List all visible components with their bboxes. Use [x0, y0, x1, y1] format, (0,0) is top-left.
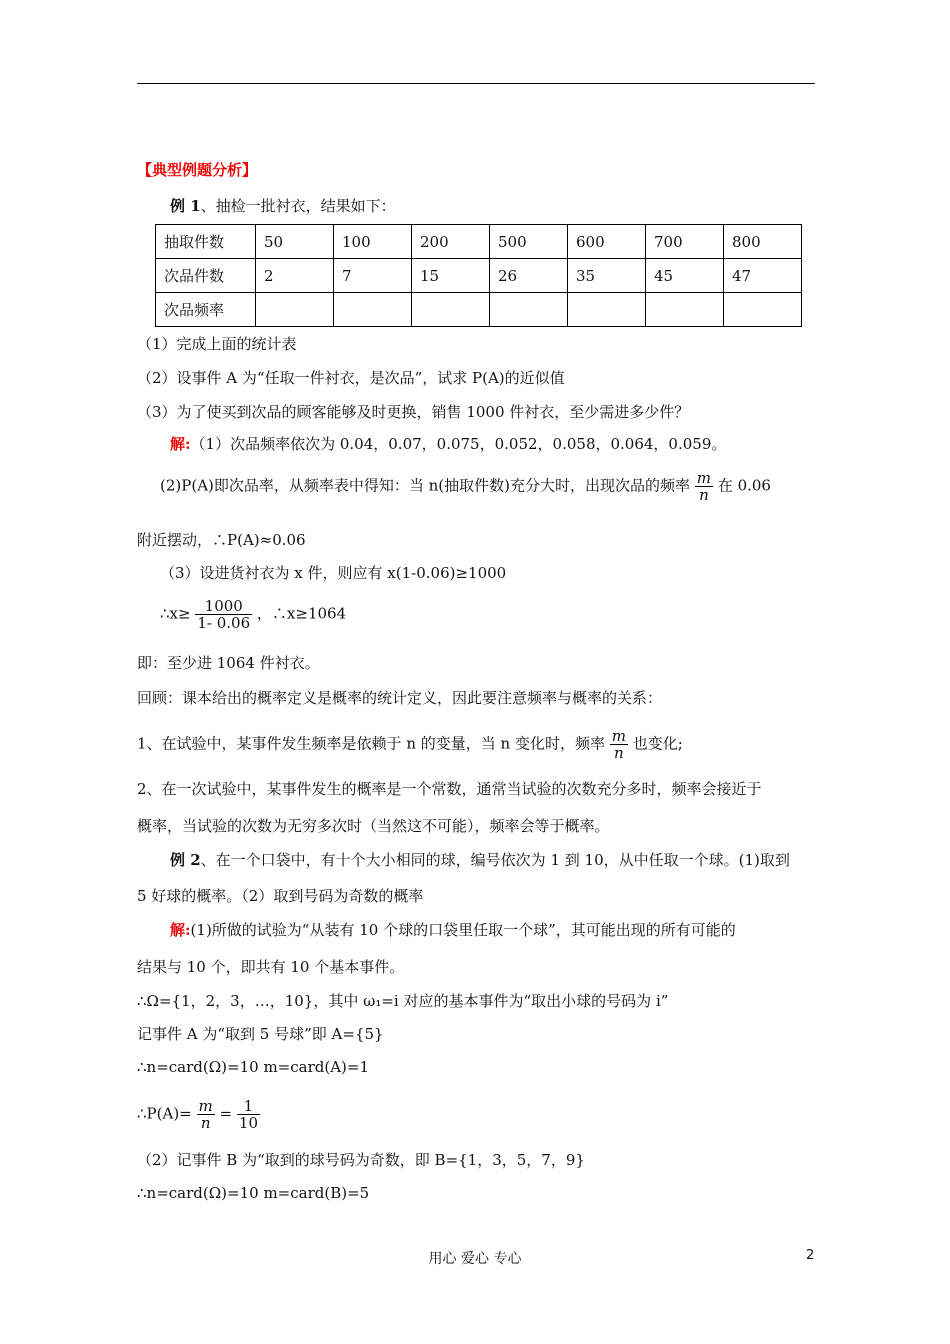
solution-label: 解:: [170, 921, 191, 939]
fraction-denominator: 10: [238, 1114, 258, 1132]
table-cell: 7: [334, 259, 412, 293]
table-cell: 600: [568, 225, 646, 259]
solution-2: [160, 470, 771, 503]
event-a: 记事件 A 为“取到 5 号球”即 A={5}: [137, 1025, 384, 1043]
fraction-numerator: m: [696, 469, 712, 487]
header-rule: [137, 83, 815, 84]
solution-label: 解:: [170, 435, 191, 453]
page-number: 2: [806, 1248, 815, 1263]
question-2: （2）设事件 A 为“任取一件衬衣，是次品”，试求 P(A)的近似值: [137, 369, 565, 387]
table-cell: 500: [490, 225, 568, 259]
review: 回顾：课本给出的概率定义是概率的统计定义，因此要注意频率与概率的关系：: [137, 689, 663, 707]
review-point-2: 2、在一次试验中，某事件发生的概率是一个常数，通常当试验的次数充分多时，频率会接近于: [137, 780, 762, 798]
table-cell: 47: [724, 259, 802, 293]
solution-3-inequality: [160, 598, 346, 631]
example-2-solution: [170, 920, 736, 940]
inequality-suffix: ，∴x≥1064: [256, 604, 347, 623]
fraction-1000: [195, 598, 252, 631]
fraction-numerator: m: [611, 727, 626, 745]
question-1: （1）完成上面的统计表: [137, 335, 297, 353]
event-b: （2）记事件 B 为“取到的球号码为奇数，即 B={1，3，5，7，9}: [137, 1151, 585, 1169]
table-cell: [646, 293, 724, 327]
table-cell: 100: [334, 225, 412, 259]
probability-a: [137, 1098, 260, 1131]
fraction-denominator: n: [200, 1114, 211, 1132]
fraction-1-over-10: [237, 1098, 260, 1131]
example-2-text-cont: 5 好球的概率。（2）取到号码为奇数的概率: [137, 887, 424, 905]
event-b-counts: ∴n=card(Ω)=10 m=card(B)=5: [137, 1184, 370, 1202]
probability-a-prefix: ∴P(A)=: [137, 1104, 192, 1123]
table-cell: [334, 293, 412, 327]
fraction-m-over-n: [197, 1098, 215, 1131]
page-footer: 用心 爱心 专心: [428, 1251, 522, 1267]
row-header: 抽取件数: [156, 225, 256, 259]
solution-1-text: （1）次品频率依次为 0.04，0.07，0.075，0.052，0.058，0.064，0.059。: [190, 435, 727, 453]
review-point-1-tail: 也变化;: [632, 734, 683, 753]
example-2-label: 例 2: [170, 851, 201, 869]
solution-1: [170, 434, 726, 454]
table-row: [156, 293, 802, 327]
example-2-text: 、在一个口袋中，有十个大小相同的球，编号依次为 1 到 10，从中任取一个球。(1)取到: [200, 851, 790, 869]
solution-2-text: (2)P(A)即次品率，从频率表中得知：当 n(抽取件数)充分大时，出现次品的频率: [160, 476, 691, 495]
example-2-title: [170, 850, 790, 870]
event-a-counts: ∴n=card(Ω)=10 m=card(A)=1: [137, 1058, 370, 1076]
fraction-m-over-n: [695, 470, 713, 503]
table-cell: [724, 293, 802, 327]
table-row: [156, 259, 802, 293]
review-point-2-cont: 概率，当试验的次数为无穷多次时（当然这不可能），频率会等于概率。: [137, 817, 610, 835]
solution-2-conclusion: 附近摆动，∴P(A)≈0.06: [137, 531, 306, 549]
question-3: （3）为了使买到次品的顾客能够及时更换，销售 1000 件衬衣，至少需进多少件？: [137, 403, 690, 421]
row-header: 次品件数: [156, 259, 256, 293]
review-point-1-text: 1、在试验中，某事件发生频率是依赖于 n 的变量，当 n 变化时，频率: [137, 734, 605, 753]
example-2-solution-cont: 结果与 10 个，即共有 10 个基本事件。: [137, 958, 405, 976]
fraction-m-over-n: [610, 728, 628, 761]
section-heading: 【典型例题分析】: [137, 161, 258, 179]
table-cell: [568, 293, 646, 327]
table-row: [156, 225, 802, 259]
table-cell: 800: [724, 225, 802, 259]
example-1-label: 例 1: [170, 197, 201, 215]
table-cell: 45: [646, 259, 724, 293]
fraction-numerator: m: [198, 1097, 213, 1115]
solution-2-tail: 在 0.06: [717, 476, 771, 495]
table-cell: 35: [568, 259, 646, 293]
fraction-denominator: 1- 0.06: [197, 614, 251, 632]
table-cell: 2: [256, 259, 334, 293]
table-cell: 50: [256, 225, 334, 259]
fraction-denominator: n: [614, 744, 624, 762]
table-cell: 700: [646, 225, 724, 259]
table-cell: 15: [412, 259, 490, 293]
row-header: 次品频率: [156, 293, 256, 327]
inequality-prefix: ∴x≥: [160, 604, 191, 623]
example-1-title: [170, 196, 396, 216]
example-1-text: 、抽检一批衬衣，结果如下：: [200, 197, 396, 215]
example-2-solution-text: (1)所做的试验为“从装有 10 个球的口袋里任取一个球”，其可能出现的所有可能的: [190, 921, 736, 939]
solution-3: （3）设进货衬衣为 x 件，则应有 x(1-0.06)≥1000: [160, 564, 507, 582]
statistics-table: [155, 224, 802, 327]
equals-sign: =: [219, 1104, 233, 1123]
sample-space: ∴Ω={1，2，3，…，10}，其中 ω₁=i 对应的基本事件为“取出小球的号码为 i”: [137, 992, 669, 1010]
fraction-numerator: 1: [237, 1098, 260, 1115]
table-cell: [490, 293, 568, 327]
table-cell: 26: [490, 259, 568, 293]
table-cell: 200: [412, 225, 490, 259]
table-cell: [412, 293, 490, 327]
table-cell: [256, 293, 334, 327]
solution-3-answer: 即：至少进 1064 件衬衣。: [137, 654, 320, 672]
review-point-1: [137, 728, 683, 761]
fraction-denominator: n: [699, 486, 709, 504]
fraction-numerator: 1000: [195, 598, 252, 615]
